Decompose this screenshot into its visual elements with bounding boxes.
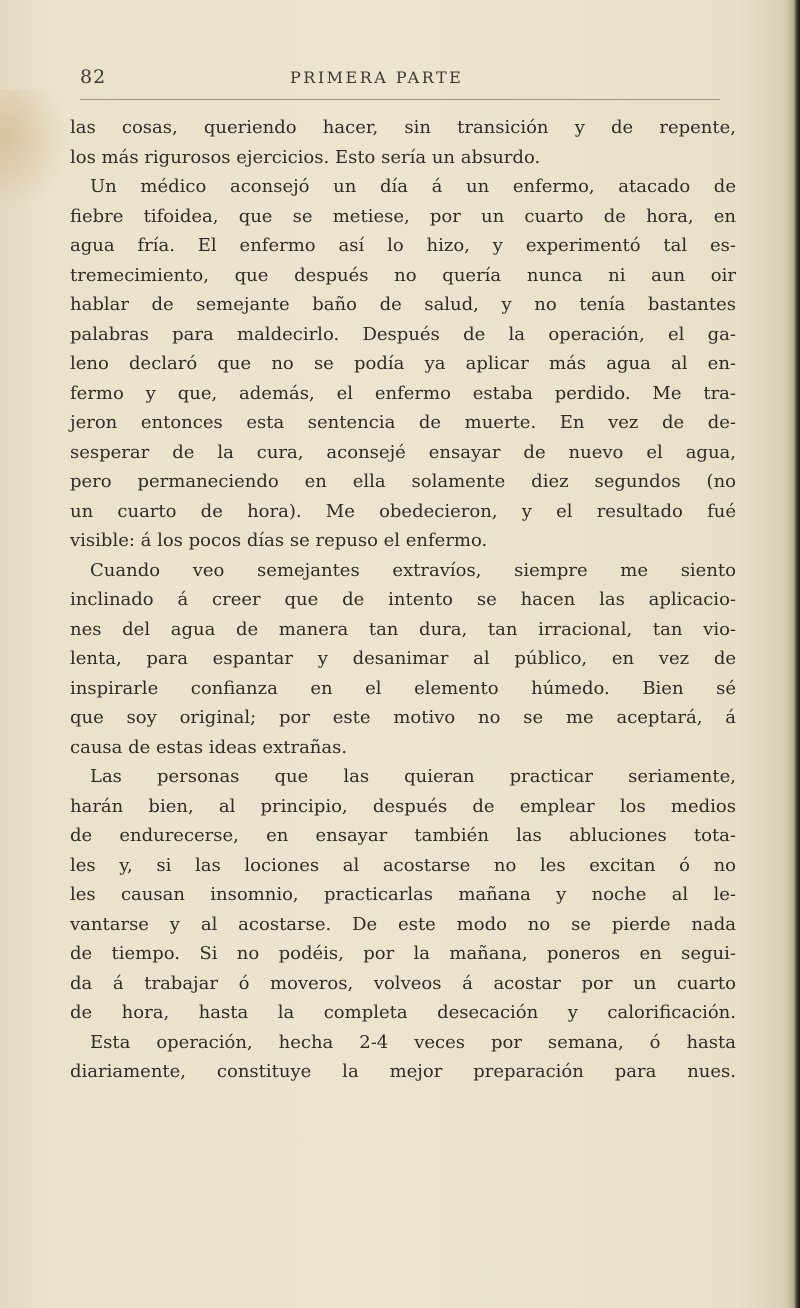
page-edge-shadow	[786, 0, 800, 1308]
text-line: fermo y que, además, el enfermo estaba perdido. Me tra-	[70, 382, 736, 404]
text-line: les causan insomnio, practicarlas mañana y noche al le-	[70, 884, 736, 905]
text-line: jeron entonces esta sentencia de muerte. En vez de de-	[70, 412, 736, 433]
paper-stain	[0, 90, 70, 210]
text-line: da á trabajar ó moveros, volveos á acostar por un cuarto	[70, 972, 736, 994]
text-line: de tiempo. Si no podéis, por la mañana, poneros en segui-	[70, 943, 736, 964]
text-line: leno declaró que no se podía ya aplicar más agua al en-	[70, 353, 736, 374]
text-line: visible: á los pocos días se repuso el enfermo.	[70, 530, 488, 551]
text-line: un cuarto de hora). Me obedecieron, y el resultado fué	[70, 500, 736, 522]
running-head: PRIMERA PARTE	[290, 68, 464, 87]
text-line: Un médico aconsejó un día á un enfermo, atacado de	[90, 176, 736, 197]
page-number: 82	[80, 66, 107, 88]
text-line: sesperar de la cura, aconsejé ensayar de nuevo el agua,	[70, 441, 736, 463]
body-text	[70, 113, 736, 1087]
text-line: Cuando veo semejantes extravíos, siempre me siento	[90, 559, 736, 581]
text-line: palabras para maldecirlo. Después de la operación, el ga-	[70, 323, 736, 345]
text-line: de endurecerse, en ensayar también las abluciones tota-	[70, 825, 736, 846]
text-line: les y, si las lociones al acostarse no les excitan ó no	[70, 854, 736, 876]
page-header	[80, 66, 720, 96]
text-line: hablar de semejante baño de salud, y no tenía bastantes	[70, 294, 736, 315]
text-line: vantarse y al acostarse. De este modo no se pierde nada	[70, 913, 736, 935]
text-line: inspirarle confianza en el elemento húmedo. Bien sé	[70, 677, 736, 699]
text-line: harán bien, al principio, después de emplear los medios	[70, 795, 736, 817]
text-line: los más rigurosos ejercicios. Esto sería un absurdo.	[70, 146, 541, 168]
text-line: agua fría. El enfermo así lo hizo, y experimentó tal es-	[70, 235, 736, 256]
header-rule	[80, 99, 720, 100]
text-line: lenta, para espantar y desanimar al público, en vez de	[70, 648, 736, 669]
text-line: inclinado á creer que de intento se hacen las aplicacio-	[70, 589, 736, 610]
text-line: las cosas, queriendo hacer, sin transición y de repente,	[70, 117, 736, 138]
text-line: tremecimiento, que después no quería nunca ni aun oir	[70, 264, 736, 286]
text-line: pero permaneciendo en ella solamente diez segundos (no	[70, 471, 736, 492]
text-line: Esta operación, hecha 2-4 veces por semana, ó hasta	[90, 1031, 736, 1053]
text-line: Las personas que las quieran practicar seriamente,	[90, 766, 736, 787]
text-line: nes del agua de manera tan dura, tan irracional, tan vio-	[70, 618, 736, 640]
text-line: diariamente, constituye la mejor preparación para nues.	[70, 1061, 736, 1082]
text-line: de hora, hasta la completa desecación y calorificación.	[70, 1002, 736, 1023]
text-line: causa de estas ideas extrañas.	[70, 736, 348, 758]
text-line: fiebre tifoidea, que se metiese, por un cuarto de hora, en	[70, 205, 736, 227]
text-line: que soy original; por este motivo no se me aceptará, á	[70, 707, 736, 728]
